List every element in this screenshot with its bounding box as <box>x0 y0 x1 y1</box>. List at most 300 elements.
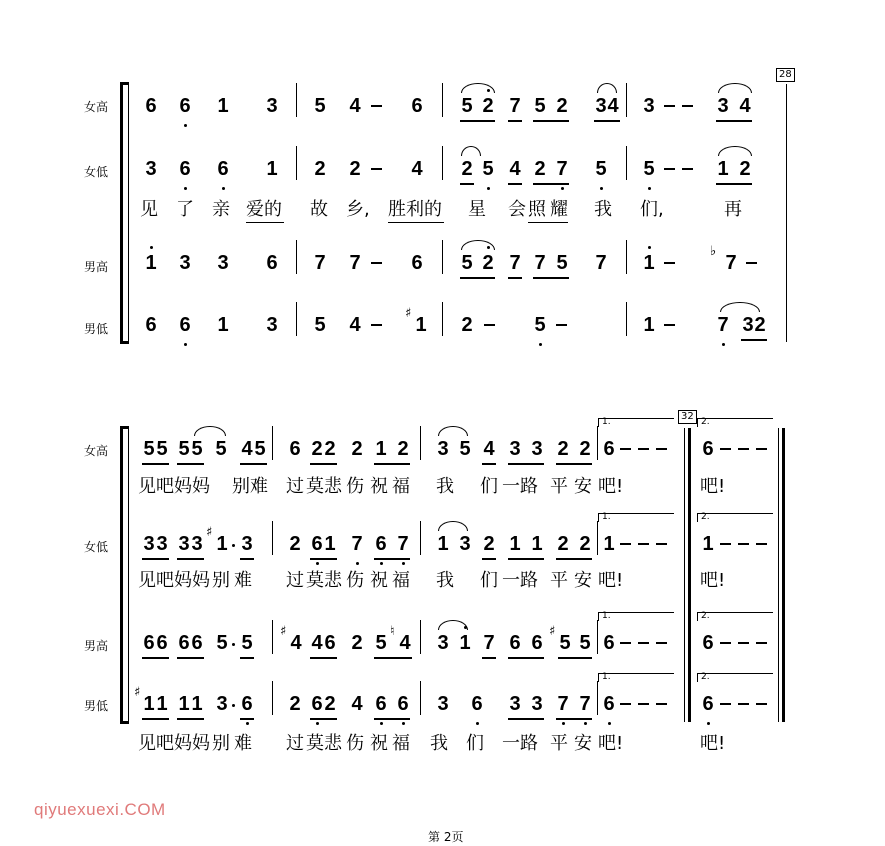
dash <box>756 448 767 450</box>
lyric: 一路 <box>502 733 538 754</box>
dot <box>561 187 564 190</box>
dot <box>316 722 319 725</box>
lyric: 安 <box>574 476 592 497</box>
part-name-soprano: 女高 <box>84 100 109 114</box>
dash <box>664 105 675 107</box>
lyric: 会 <box>508 199 526 220</box>
slur <box>438 521 468 531</box>
lyric: 妈妈 <box>174 476 210 497</box>
lyric: 难 <box>234 570 252 591</box>
underline <box>240 558 254 560</box>
note: 4 <box>509 158 521 180</box>
note: 6 <box>311 693 323 715</box>
dot <box>232 643 235 646</box>
underline <box>508 657 544 659</box>
dash <box>371 262 382 264</box>
volta-first: 1. <box>598 418 674 427</box>
note: 3 <box>191 533 203 555</box>
underline <box>594 120 620 122</box>
note: 7 <box>556 158 568 180</box>
note: 6 <box>156 632 168 654</box>
underline <box>508 463 544 465</box>
watermark: qiyuexuexi.COM <box>34 800 166 819</box>
note: 6 <box>311 533 323 555</box>
note: 1 <box>702 533 714 555</box>
lyric: 难 <box>234 733 252 754</box>
underline <box>508 558 544 560</box>
dash <box>371 324 382 326</box>
note: 6 <box>145 314 157 336</box>
note: 1 <box>415 314 427 336</box>
note: 6 <box>603 693 615 715</box>
note: 6 <box>217 158 229 180</box>
note: 3 <box>145 158 157 180</box>
note: 1 <box>217 95 229 117</box>
note: 5 <box>461 252 473 274</box>
barline <box>626 240 627 274</box>
note: 3 <box>217 252 229 274</box>
dash <box>664 324 675 326</box>
lyric: 过 <box>286 570 304 591</box>
note: 4 <box>349 95 361 117</box>
underline <box>556 718 592 720</box>
dash <box>746 262 757 264</box>
lyric: 平 <box>550 476 568 497</box>
underline <box>508 120 522 122</box>
note: 3 <box>437 632 449 654</box>
dot <box>184 187 187 190</box>
underline <box>556 558 592 560</box>
slur <box>461 83 495 93</box>
note: 5 <box>241 632 253 654</box>
note: 5 <box>216 632 228 654</box>
part-name-bass: 男低 <box>84 699 109 713</box>
note: 3 <box>509 438 521 460</box>
underline <box>508 183 522 185</box>
note: 2 <box>556 95 568 117</box>
underline <box>310 657 337 659</box>
dot <box>600 187 603 190</box>
note: 3 <box>156 533 168 555</box>
dot <box>150 246 153 249</box>
page-number: 第 2页 <box>428 830 464 844</box>
note: 7 <box>534 252 546 274</box>
underline <box>460 277 495 279</box>
natural-sign: ♮ <box>390 624 395 639</box>
dot <box>232 544 235 547</box>
dash <box>638 642 649 644</box>
barline <box>626 146 627 180</box>
barline <box>442 240 443 274</box>
note: 2 <box>324 693 336 715</box>
dash <box>656 543 667 545</box>
sharp-sign: ♯ <box>405 306 412 321</box>
lyrics-row-alto <box>0 570 885 592</box>
dot <box>402 562 405 565</box>
note: 2 <box>289 533 301 555</box>
note: 5 <box>156 438 168 460</box>
dot <box>402 722 405 725</box>
lyric: 伤 <box>346 476 364 497</box>
lyric: 安 <box>574 570 592 591</box>
dot <box>464 626 467 629</box>
note: 2 <box>557 438 569 460</box>
note: 7 <box>725 252 737 274</box>
lyric: 见吧 <box>138 733 174 754</box>
underline <box>310 718 337 720</box>
dash <box>738 543 749 545</box>
note: 7 <box>397 533 409 555</box>
note: 2 <box>579 438 591 460</box>
note: 3 <box>643 95 655 117</box>
underline <box>374 463 410 465</box>
volta-second: 2. <box>697 513 773 522</box>
note: 3 <box>143 533 155 555</box>
slur <box>461 240 495 250</box>
note: 6 <box>324 632 336 654</box>
dot <box>380 562 383 565</box>
note: 5 <box>314 95 326 117</box>
lyric: 见吧 <box>138 476 174 497</box>
dash <box>738 703 749 705</box>
note: 2 <box>311 438 323 460</box>
lyric: 福 <box>392 476 410 497</box>
dot <box>184 124 187 127</box>
dash <box>484 324 495 326</box>
barline <box>420 426 421 460</box>
notes-row-soprano <box>0 93 885 119</box>
note: 6 <box>179 158 191 180</box>
note: 7 <box>557 693 569 715</box>
underline <box>177 657 204 659</box>
note: 2 <box>397 438 409 460</box>
volta-second: 2. <box>697 418 773 427</box>
note: 1 <box>717 158 729 180</box>
note: 1 <box>509 533 521 555</box>
underline <box>374 558 410 560</box>
note: 1 <box>643 252 655 274</box>
note: 2 <box>349 158 361 180</box>
underline <box>482 463 496 465</box>
slur <box>720 302 760 312</box>
note: 6 <box>178 632 190 654</box>
dash <box>738 642 749 644</box>
notes-row-soprano <box>0 436 885 462</box>
note: 6 <box>289 438 301 460</box>
lyric: 吧! <box>700 476 726 497</box>
dash <box>656 642 667 644</box>
dot <box>184 343 187 346</box>
lyric: 福 <box>392 733 410 754</box>
note: 3 <box>266 314 278 336</box>
lyric: 别难 <box>232 476 268 497</box>
note: 2 <box>579 533 591 555</box>
note: 5 <box>534 95 546 117</box>
note: 4 <box>399 632 411 654</box>
lyric: 福 <box>392 570 410 591</box>
dot <box>232 704 235 707</box>
barline <box>296 146 297 180</box>
note: 2 <box>739 158 751 180</box>
dash <box>638 448 649 450</box>
note: 4 <box>739 95 751 117</box>
note: 3 <box>437 438 449 460</box>
note: 1 <box>191 693 203 715</box>
notes-row-bass <box>0 685 885 717</box>
note: 3 <box>717 95 729 117</box>
lyric: 莫悲 <box>306 733 342 754</box>
notes-row-tenor <box>0 624 885 656</box>
note: 6 <box>266 252 278 274</box>
dash <box>720 642 731 644</box>
note: 6 <box>191 632 203 654</box>
note: 4 <box>311 632 323 654</box>
underline <box>482 657 496 659</box>
barline <box>442 302 443 336</box>
note: 5 <box>534 314 546 336</box>
lyric: 我 <box>436 570 454 591</box>
dash <box>620 448 631 450</box>
lyric: 们 <box>480 570 498 591</box>
dot <box>648 187 651 190</box>
note: 2 <box>557 533 569 555</box>
note: 1 <box>145 252 157 274</box>
barline <box>626 302 627 336</box>
note: 5 <box>191 438 203 460</box>
note: 4 <box>607 95 619 117</box>
dash <box>682 105 693 107</box>
underline <box>374 657 412 659</box>
lyric: 吧! <box>700 733 726 754</box>
underline <box>460 120 495 122</box>
barline <box>626 83 627 117</box>
note: 4 <box>411 158 423 180</box>
volta-first: 1. <box>598 513 674 522</box>
note: 5 <box>314 314 326 336</box>
dash <box>620 543 631 545</box>
note: 1 <box>459 632 471 654</box>
note: 3 <box>178 533 190 555</box>
note: 5 <box>559 632 571 654</box>
underline <box>533 277 569 279</box>
note: 2 <box>314 158 326 180</box>
note: 3 <box>509 693 521 715</box>
dash <box>638 703 649 705</box>
note: 4 <box>349 314 361 336</box>
dash <box>756 703 767 705</box>
lyric: 伤 <box>346 733 364 754</box>
note: 4 <box>483 438 495 460</box>
underline <box>240 463 267 465</box>
note: 3 <box>531 438 543 460</box>
slur <box>597 83 617 93</box>
note: 6 <box>702 693 714 715</box>
note: 2 <box>461 158 473 180</box>
notes-row-bass <box>0 306 885 338</box>
note: 6 <box>375 533 387 555</box>
lyric: 耀 <box>550 199 568 220</box>
lyric: 妈妈 <box>174 570 210 591</box>
note: 6 <box>397 693 409 715</box>
dash <box>656 703 667 705</box>
barline <box>296 302 297 336</box>
note: 7 <box>351 533 363 555</box>
volta-second: 2. <box>697 673 773 682</box>
note: 7 <box>509 95 521 117</box>
underline <box>240 657 254 659</box>
note: 6 <box>702 632 714 654</box>
note: 2 <box>324 438 336 460</box>
lyric: 见 <box>140 199 158 220</box>
note: 1 <box>324 533 336 555</box>
lyric: 见吧 <box>138 570 174 591</box>
barline <box>272 521 273 555</box>
note: 6 <box>531 632 543 654</box>
lyric: 别 <box>212 570 230 591</box>
lyric: 亲 <box>212 199 230 220</box>
lyric: 过 <box>286 733 304 754</box>
dash <box>756 543 767 545</box>
lyrics-row-soprano <box>0 476 885 498</box>
notes-row-tenor <box>0 244 885 276</box>
part-name-alto: 女低 <box>84 540 109 554</box>
underline <box>508 718 544 720</box>
part-name-bass: 男低 <box>84 322 109 336</box>
dot <box>222 187 225 190</box>
lyric: 再 <box>724 199 742 220</box>
dash <box>664 262 675 264</box>
barline <box>597 521 598 555</box>
dot <box>707 722 710 725</box>
underline <box>142 463 169 465</box>
lyric: 爱的 <box>246 199 282 220</box>
lyrics-row-bass <box>0 733 885 755</box>
note: 6 <box>375 693 387 715</box>
dot <box>722 343 725 346</box>
lyric: 我 <box>436 476 454 497</box>
note: 5 <box>643 158 655 180</box>
note: 1 <box>178 693 190 715</box>
barline <box>442 83 443 117</box>
note: 7 <box>483 632 495 654</box>
note: 6 <box>471 693 483 715</box>
dot <box>246 722 249 725</box>
note: 1 <box>375 438 387 460</box>
dash <box>371 105 382 107</box>
dash <box>682 168 693 170</box>
note: 3 <box>241 533 253 555</box>
dot <box>562 722 565 725</box>
slur <box>438 426 468 436</box>
dash <box>664 168 675 170</box>
lyric: 别 <box>212 733 230 754</box>
lyric: 吧! <box>598 733 624 754</box>
barline <box>420 620 421 654</box>
note: 3 <box>437 693 449 715</box>
volta-first: 1. <box>598 673 674 682</box>
underline <box>533 183 569 185</box>
note: 1 <box>531 533 543 555</box>
lyric: 胜利的 <box>388 199 442 220</box>
note: 5 <box>461 95 473 117</box>
note: 6 <box>603 438 615 460</box>
note: 1 <box>603 533 615 555</box>
slur <box>718 146 752 156</box>
note: 5 <box>375 632 387 654</box>
sharp-sign: ♯ <box>206 525 213 540</box>
note: 1 <box>143 693 155 715</box>
note: 5 <box>459 438 471 460</box>
notes-row-alto <box>0 525 885 557</box>
underline <box>460 183 474 185</box>
dash <box>738 448 749 450</box>
note: 6 <box>241 693 253 715</box>
lyric: 吧! <box>598 476 624 497</box>
dash <box>620 642 631 644</box>
note: 7 <box>509 252 521 274</box>
lyrics-row-system1 <box>0 199 885 221</box>
note: 2 <box>482 252 494 274</box>
lyric: 祝 <box>370 476 388 497</box>
note: 2 <box>289 693 301 715</box>
underline <box>310 463 337 465</box>
dash <box>620 703 631 705</box>
lyric: 平 <box>550 733 568 754</box>
flat-sign: ♭ <box>710 244 717 259</box>
note: 3 <box>595 95 607 117</box>
part-name-tenor: 男高 <box>84 639 109 653</box>
note: 6 <box>143 632 155 654</box>
lyric: 吧! <box>598 570 624 591</box>
note: 1 <box>266 158 278 180</box>
underline <box>177 718 204 720</box>
note: 5 <box>482 158 494 180</box>
sharp-sign: ♯ <box>280 624 287 639</box>
dash <box>720 703 731 705</box>
lyric: 祝 <box>370 570 388 591</box>
dot <box>487 187 490 190</box>
sharp-sign: ♯ <box>134 685 141 700</box>
note: 5 <box>143 438 155 460</box>
note: 7 <box>579 693 591 715</box>
note: 7 <box>717 314 729 336</box>
underline <box>482 558 496 560</box>
note: 3 <box>216 693 228 715</box>
note: 5 <box>579 632 591 654</box>
lyric: 妈妈 <box>174 733 210 754</box>
barline <box>296 240 297 274</box>
lyric: 我 <box>430 733 448 754</box>
underline <box>716 183 752 185</box>
lyric: 安 <box>574 733 592 754</box>
underline <box>741 339 767 341</box>
lyric: 伤 <box>346 570 364 591</box>
underline <box>142 558 169 560</box>
notes-row-alto <box>0 156 885 182</box>
note: 6 <box>179 95 191 117</box>
dot <box>476 722 479 725</box>
note: 6 <box>702 438 714 460</box>
volta-second: 2. <box>697 612 773 621</box>
dot <box>648 246 651 249</box>
dash <box>720 543 731 545</box>
underline <box>716 120 752 122</box>
lyric-underline <box>246 222 284 223</box>
slur <box>194 426 226 436</box>
note: 1 <box>643 314 655 336</box>
barline <box>420 681 421 715</box>
note: 5 <box>215 438 227 460</box>
